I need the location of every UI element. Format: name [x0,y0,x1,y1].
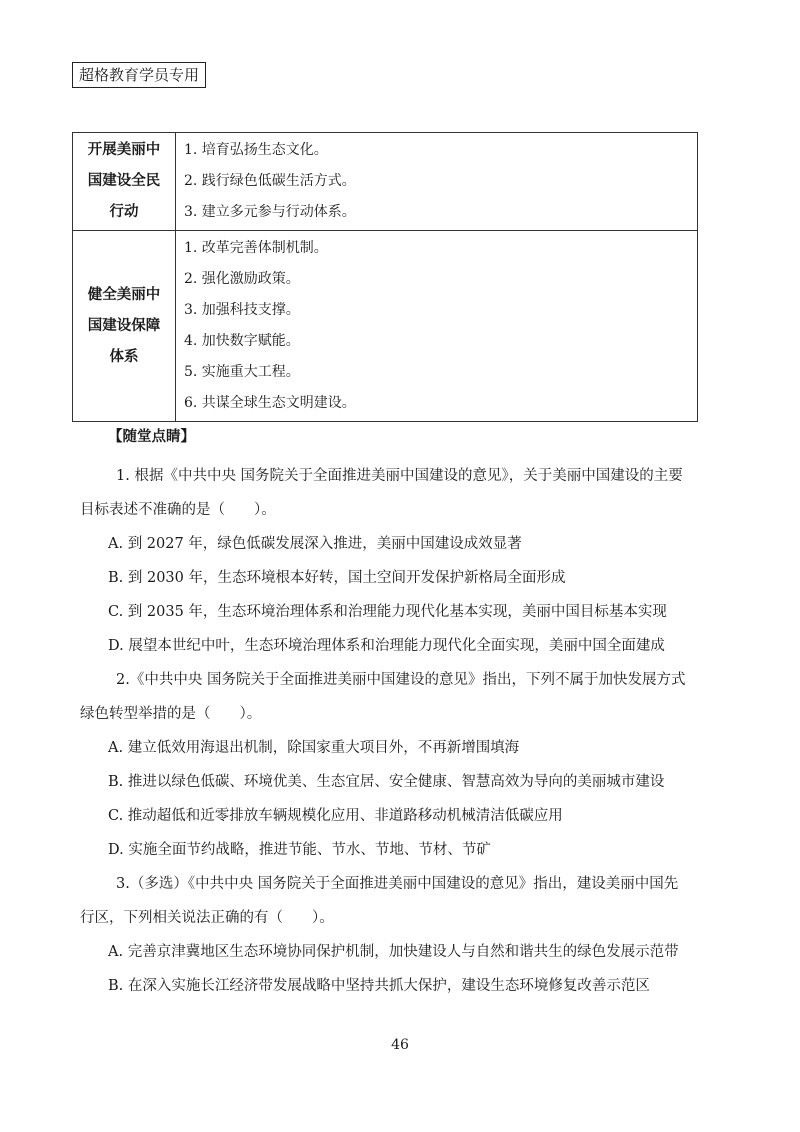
row-header [73,133,176,231]
table-row [73,133,698,231]
row-header-line: 健全美丽中 [87,286,161,303]
summary-table [72,132,698,422]
list-item: 2. 践行绿色低碳生活方式。 [184,173,356,189]
question-stem-line: 1. 根据《中共中央 国务院关于全面推进美丽中国建设的意见》，关于美丽中国建设的主要 [116,468,683,484]
row-items [176,231,698,422]
question-option: C. 推动超低和近零排放车辆规模化应用、非道路移动机械清洁低碳应用 [108,808,563,824]
question-option: A. 建立低效用海退出机制，除国家重大项目外，不再新增围填海 [108,740,520,756]
question-option: A. 完善京津冀地区生态环境协同保护机制，加快建设人与自然和谐共生的绿色发展示范带 [108,944,679,960]
question-option: B. 推进以绿色低碳、环境优美、生态宜居、安全健康、智慧高效为导向的美丽城市建设 [108,774,665,790]
question-option: B. 到 2030 年，生态环境根本好转，国土空间开发保护新格局全面形成 [108,570,566,586]
row-header-line: 国建设全民 [87,173,161,189]
page-number: 46 [391,1037,409,1053]
list-item: 6. 共谋全球生态文明建设。 [184,395,356,411]
list-item: 4. 加快数字赋能。 [184,333,300,349]
question-stem-line: 绿色转型举措的是（ ）。 [80,706,262,722]
row-header-line: 国建设保障 [87,317,161,334]
document-tag: 超格教育学员专用 [72,62,206,88]
row-header-line: 行动 [109,204,139,220]
question-option: C. 到 2035 年，生态环境治理体系和治理能力现代化基本实现，美丽中国目标基本实现 [108,604,667,620]
row-header-line: 体系 [109,348,139,365]
row-header-line: 开展美丽中 [87,142,161,158]
row-items [176,133,698,231]
question-option: D. 实施全面节约战略，推进节能、节水、节地、节材、节矿 [108,842,491,858]
row-header [73,231,176,422]
list-item: 2. 强化激励政策。 [184,271,300,287]
question-stem-line: 2.《中共中央 国务院关于全面推进美丽中国建设的意见》指出，下列不属于加快发展方式 [116,672,686,688]
section-title: 【随堂点睛】 [108,429,195,445]
list-item: 1. 改革完善体制机制。 [184,240,328,256]
list-item: 3. 加强科技支撑。 [184,302,300,318]
question-stem-line: 行区，下列相关说法正确的有（ ）。 [80,910,334,926]
question-option: D. 展望本世纪中叶，生态环境治理体系和治理能力现代化全面实现，美丽中国全面建成 [108,638,665,654]
list-item: 5. 实施重大工程。 [184,364,300,380]
question-stem-line: 3.（多选）《中共中央 国务院关于全面推进美丽中国建设的意见》指出，建设美丽中国先 [116,876,679,892]
table-row [73,231,698,422]
question-option: B. 在深入实施长江经济带发展战略中坚持共抓大保护，建设生态环境修复改善示范区 [108,978,650,994]
question-stem-line: 目标表述不准确的是（ ）。 [80,502,276,518]
list-item: 1. 培育弘扬生态文化。 [184,142,328,158]
list-item: 3. 建立多元参与行动体系。 [184,204,356,220]
question-option: A. 到 2027 年，绿色低碳发展深入推进，美丽中国建设成效显著 [108,536,522,552]
